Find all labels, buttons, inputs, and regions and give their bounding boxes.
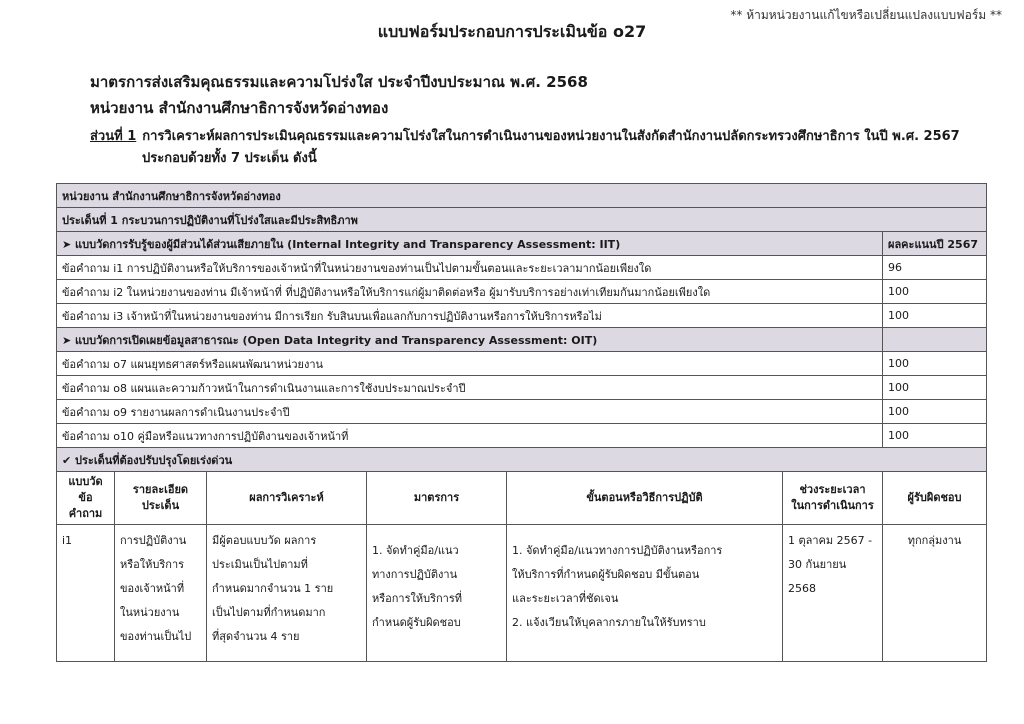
- detail-owner: ทุกกลุ่มงาน: [883, 525, 987, 662]
- detail-issue: การปฏิบัติงาน หรือให้บริการ ของเจ้าหน้าที่ ในหน่วยงาน ของท่านเป็นไป: [115, 525, 207, 662]
- form-notice: ** ห้ามหน่วยงานแก้ไขหรือเปลี่ยนแปลงแบบฟอร์ม **: [730, 8, 1002, 22]
- oit-header-blank: [883, 328, 987, 352]
- oit-header: ➤ แบบวัดการเปิดเผยข้อมูลสาธารณะ (Open Data Integrity and Transparency Assessment: OIT): [57, 328, 883, 352]
- iit-question: ข้อคำถาม i1 การปฏิบัติงานหรือให้บริการของเจ้าหน้าที่ในหน่วยงานของท่านเป็นไปตามขั้นตอนและระยะเวลามากน้อยเพียงใด: [57, 256, 883, 280]
- part-label: ส่วนที่ 1: [90, 129, 137, 144]
- oit-score: 100: [883, 352, 987, 376]
- part-section: [90, 126, 960, 170]
- oit-question: ข้อคำถาม o7 แผนยุทธศาสตร์หรือแผนพัฒนาหน่วยงาน: [57, 352, 883, 376]
- oit-question: ข้อคำถาม o8 แผนและความก้าวหน้าในการดำเนินงานและการใช้งบประมาณประจำปี: [57, 376, 883, 400]
- detail-period: 1 ตุลาคม 2567 - 30 กันยายน 2568: [783, 525, 883, 662]
- detail-analysis: มีผู้ตอบแบบวัด ผลการ ประเมินเป็นไปตามที่ กำหนดมากจำนวน 1 ราย เป็นไปตามที่กำหนดมาก ที่สุดจำนวน 4 ราย: [207, 525, 367, 662]
- form-title: แบบฟอร์มประกอบการประเมินข้อ o27: [377, 22, 647, 41]
- part-line1: การวิเคราะห์ผลการประเมินคุณธรรมและความโปร่งใสในการดำเนินงานของหน่วยงานในสังกัดสำนักงานปลัดกระทรวงศึกษาธิการ ในปี พ.ศ. 2567: [142, 129, 960, 144]
- part-line2: ประกอบด้วยทั้ง 7 ประเด็น ดังนี้: [142, 151, 317, 166]
- detail-item: i1: [57, 525, 115, 662]
- unit-row: หน่วยงาน สำนักงานศึกษาธิการจังหวัดอ่างทอง: [57, 184, 987, 208]
- iit-score: 100: [883, 280, 987, 304]
- col-header-measure: มาตรการ: [367, 472, 507, 525]
- col-header-item: แบบวัด ข้อคำถาม: [57, 472, 115, 525]
- improvement-header: ✔ ประเด็นที่ต้องปรับปรุงโดยเร่งด่วน: [57, 448, 987, 472]
- heading-measure: มาตรการส่งเสริมคุณธรรมและความโปร่งใส ประจำปีงบประมาณ พ.ศ. 2568: [90, 73, 588, 91]
- assessment-table: [56, 183, 987, 662]
- issue-row: ประเด็นที่ 1 กระบวนการปฏิบัติงานที่โปร่งใสและมีประสิทธิภาพ: [57, 208, 987, 232]
- col-header-analysis: ผลการวิเคราะห์: [207, 472, 367, 525]
- score-header: ผลคะแนนปี 2567: [883, 232, 987, 256]
- iit-question: ข้อคำถาม i2 ในหน่วยงานของท่าน มีเจ้าหน้าที่ ที่ปฏิบัติงานหรือให้บริการแก่ผู้มาติดต่อหรือ ผู้มารับบริการอย่างเท่าเทียมกันมากน้อยเพียงใด: [57, 280, 883, 304]
- iit-header: ➤ แบบวัดการรับรู้ของผู้มีส่วนได้ส่วนเสียภายใน (Internal Integrity and Transparency Assessment: IIT): [57, 232, 883, 256]
- oit-question: ข้อคำถาม o10 คู่มือหรือแนวทางการปฏิบัติงานของเจ้าหน้าที่: [57, 424, 883, 448]
- iit-question: ข้อคำถาม i3 เจ้าหน้าที่ในหน่วยงานของท่าน มีการเรียก รับสินบนเพื่อแลกกับการปฏิบัติงานหรือการให้บริการหรือไม่: [57, 304, 883, 328]
- col-header-steps: ขั้นตอนหรือวิธีการปฏิบัติ: [507, 472, 783, 525]
- oit-score: 100: [883, 424, 987, 448]
- oit-question: ข้อคำถาม o9 รายงานผลการดำเนินงานประจำปี: [57, 400, 883, 424]
- oit-score: 100: [883, 400, 987, 424]
- col-header-owner: ผู้รับผิดชอบ: [883, 472, 987, 525]
- heading-unit: หน่วยงาน สำนักงานศึกษาธิการจังหวัดอ่างทอง: [90, 99, 389, 117]
- detail-steps: 1. จัดทำคู่มือ/แนวทางการปฏิบัติงานหรือการ ให้บริการที่กำหนดผู้รับผิดชอบ มีขั้นตอน และระยะเวลาที่ชัดเจน 2. แจ้งเวียนให้บุคลากรภายในให้รับทราบ: [507, 525, 783, 662]
- col-header-issue: รายละเอียด ประเด็น: [115, 472, 207, 525]
- iit-score: 100: [883, 304, 987, 328]
- detail-measure: 1. จัดทำคู่มือ/แนว ทางการปฏิบัติงาน หรือการให้บริการที่ กำหนดผู้รับผิดชอบ: [367, 525, 507, 662]
- oit-score: 100: [883, 376, 987, 400]
- iit-score: 96: [883, 256, 987, 280]
- col-header-period: ช่วงระยะเวลา ในการดำเนินการ: [783, 472, 883, 525]
